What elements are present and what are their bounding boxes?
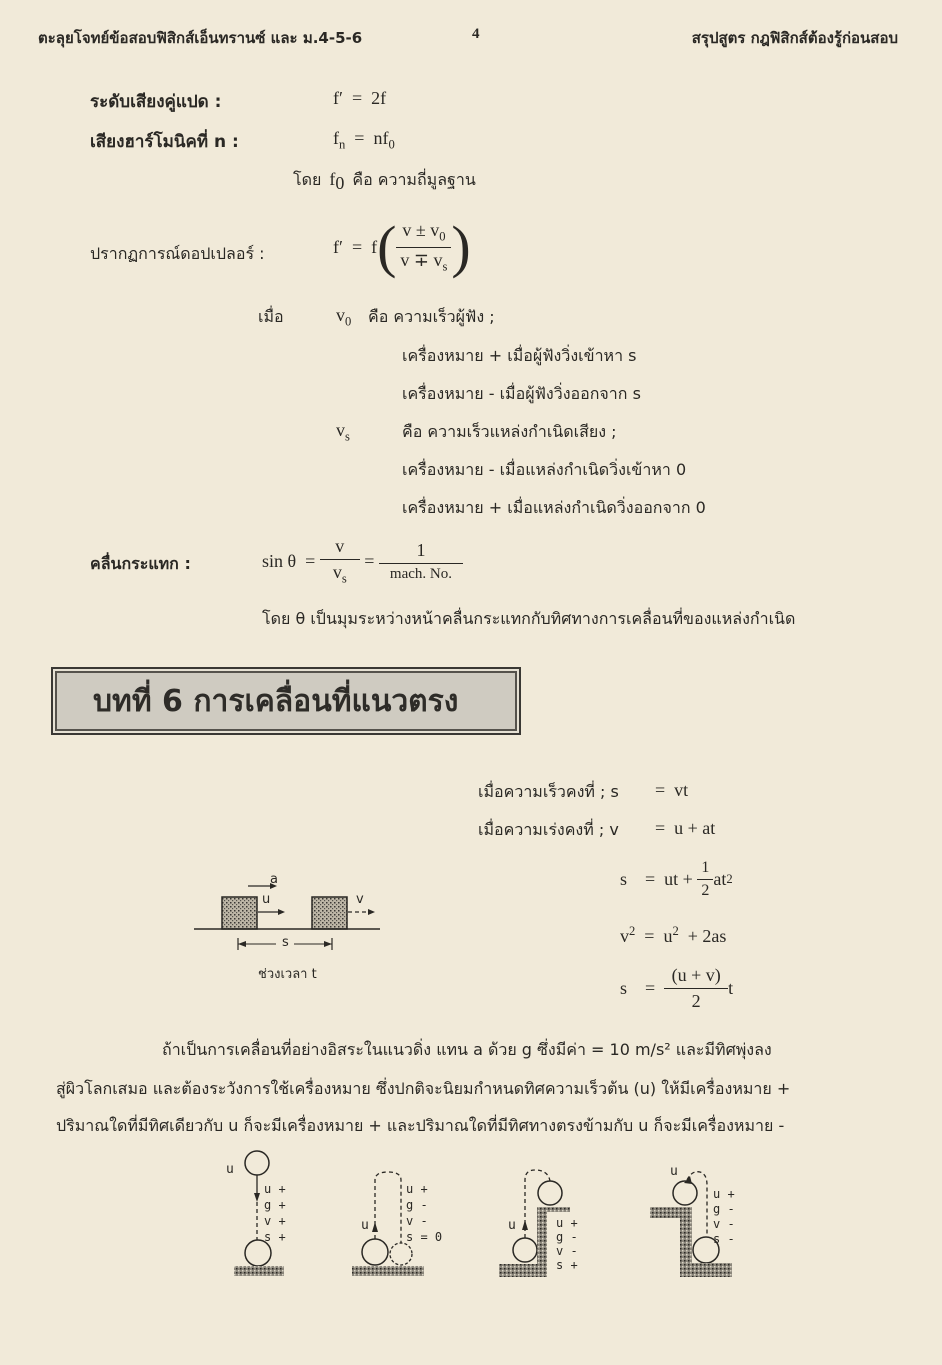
chapter-title: บทที่ 6 การเคลื่อนที่แนวตรง <box>93 683 459 719</box>
shockwave-formula: sin θ = $\frac{v}{v_s}$ = $\frac{1}{\text{mach. No.}}$ <box>262 536 463 586</box>
eq-average-velocity: s = $\frac{(u + v)}{2}$ t <box>620 964 734 1011</box>
time-interval-caption: ช่วงเวลา t <box>258 967 317 982</box>
v0-definition: คือ ความเร็วผู้ฟัง ; <box>368 307 495 326</box>
free-fall-paragraph-line-2: สู่ผิวโลกเสมอ และต้องระวังการใช้เครื่องหมาย ซึ่งปกติจะนิยมกำหนดทิศความเร็วต้น (u) ให้มีเครื่องหมาย + <box>56 1079 791 1098</box>
eq-constant-velocity-label: เมื่อความเร็วคงที่ ; s <box>478 782 619 801</box>
eq-constant-velocity: = vt <box>655 780 689 800</box>
header-section-title: สรุปสูตร กฎฟิสิกส์ต้องรู้ก่อนสอบ <box>691 29 898 47</box>
doppler-when: เมื่อ <box>258 307 284 326</box>
vs-rule-recede: เครื่องหมาย + เมื่อแหล่งกำเนิดวิ่งออกจาก 0 <box>402 498 706 517</box>
shockwave-label: คลื่นกระแทก : <box>90 554 191 573</box>
eq-constant-accel-label: เมื่อความเร่งคงที่ ; v <box>478 820 619 839</box>
diagram3-signs: u + g - v - s + <box>556 1216 578 1272</box>
harmonic-label: เสียงฮาร์โมนิคที่ n : <box>90 132 239 152</box>
free-fall-paragraph-line-3: ปริมาณใดที่มีทิศเดียวกับ u ก็จะมีเครื่องหมาย + และปริมาณใดที่มีทิศทางตรงข้ามกับ u ก็จะมีเครื่องหมาย - <box>56 1116 785 1135</box>
distance-label: s <box>282 935 289 950</box>
header-book-title: ตะลุยโจทย์ข้อสอบฟิสิกส์เอ็นทรานซ์ และ ม.4-5-6 <box>38 29 363 47</box>
harmonic-formula: $f_n = nf_0$ <box>333 128 395 152</box>
doppler-formula: f′ = f ( $\frac{v \pm v_0}{v \mp v_s}$ ) <box>333 214 471 279</box>
doppler-label: ปรากฏการณ์ดอปเปลอร์ : <box>90 244 265 263</box>
diagram3-u: u <box>508 1218 516 1233</box>
shockwave-note: โดย θ เป็นมุมระหว่างหน้าคลื่นกระแทกกับทิศทางการเคลื่อนที่ของแหล่งกำเนิด <box>262 609 796 628</box>
eq-velocity-time: = u + at <box>655 818 716 838</box>
diagram1-u: u <box>226 1162 234 1177</box>
v0-symbol: $v_0$ <box>336 305 352 329</box>
initial-velocity-label: u <box>262 892 271 907</box>
diagram2-u: u <box>361 1218 369 1233</box>
diagram4-u: u <box>670 1164 678 1179</box>
accel-label: a <box>270 872 278 887</box>
v0-rule-approach: เครื่องหมาย + เมื่อผู้ฟังวิ่งเข้าหา s <box>402 346 637 365</box>
fundamental-note: โดย $f_0$ คือ ความถี่มูลฐาน <box>293 169 476 194</box>
v0-rule-recede: เครื่องหมาย - เมื่อผู้ฟังวิ่งออกจาก s <box>402 384 641 403</box>
vs-rule-approach: เครื่องหมาย - เมื่อแหล่งกำเนิดวิ่งเข้าหา 0 <box>402 460 687 479</box>
vs-definition: คือ ความเร็วแหล่งกำเนิดเสียง ; <box>402 422 617 441</box>
octave-label: ระดับเสียงคู่แปด : <box>90 92 222 112</box>
diagram1-signs: u + g + v + s + <box>264 1182 286 1244</box>
eq-velocity-displacement: $v^2 = u^2 + 2as$ <box>620 924 727 946</box>
eq-displacement-time: s = ut + $\frac{1}{2}$ at 2 <box>620 858 733 899</box>
vs-symbol: $v_s$ <box>336 420 350 444</box>
diagram4-signs: u + g - v - s - <box>713 1187 735 1246</box>
diagram2-signs: u + g - v - s = 0 <box>406 1182 443 1244</box>
octave-formula: f′ = 2f <box>333 88 387 108</box>
page-number: 4 <box>472 26 480 42</box>
free-fall-paragraph-line-1: ถ้าเป็นการเคลื่อนที่อย่างอิสระในแนวดิ่ง แทน a ด้วย g ซึ่งมีค่า = 10 m/s² และมีทิศพุ่งลง <box>162 1040 772 1059</box>
final-velocity-label: v <box>356 892 364 907</box>
